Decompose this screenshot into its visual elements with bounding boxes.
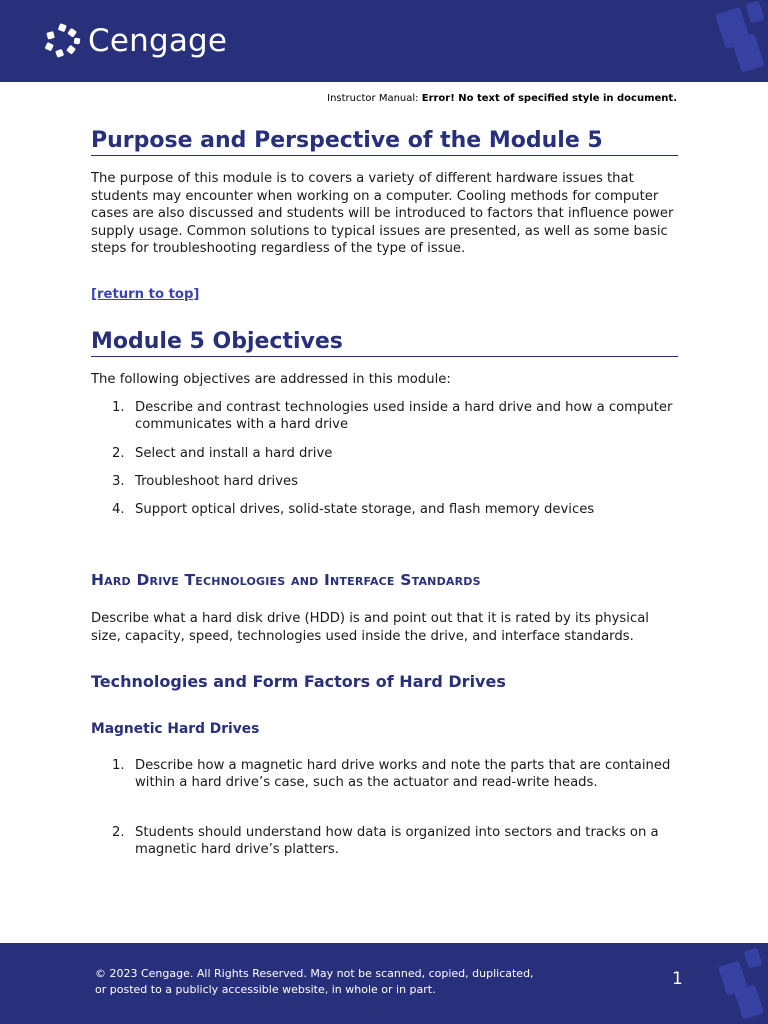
magnetic-item xyxy=(91,757,678,791)
objective-item xyxy=(91,445,678,462)
item-text: Support optical drives, solid-state storage, and flash memory devices xyxy=(135,502,595,517)
magnetic-item xyxy=(91,824,678,858)
copyright-notice: © 2023 Cengage. All Rights Reserved. May not be scanned, copied, duplicated, or posted to a publicly accessible website, in whole or in part. xyxy=(95,967,534,996)
header-decoration-icon xyxy=(698,0,768,82)
logo-text: Cengage xyxy=(88,23,228,59)
item-text: Describe how a magnetic hard drive works and note the parts that are contained within a hard drive’s case, such as the actuator and read-write heads. xyxy=(135,758,671,790)
purpose-paragraph: The purpose of this module is to covers a variety of different hardware issues that students may encounter when working on a computer. Cooling methods for computer cases are also discussed and students will be introduced to factors that influence power supply usage. Common solutions to typical issues are presented, as well as some basic steps for troubleshooting regardless of the type of issue. xyxy=(91,171,674,256)
item-number: 1. xyxy=(112,400,125,415)
objectives-intro: The following objectives are addressed in this module: xyxy=(91,372,451,387)
item-number: 2. xyxy=(112,446,125,461)
item-number: 4. xyxy=(112,502,125,517)
objective-item xyxy=(91,473,678,490)
subsection-title-magnetic: Magnetic Hard Drives xyxy=(91,721,260,737)
subsection-title-form-factors: Technologies and Form Factors of Hard Drives xyxy=(91,672,506,691)
item-text: Students should understand how data is organized into sectors and tracks on a magnetic hard drive’s platters. xyxy=(135,825,659,857)
item-text: Select and install a hard drive xyxy=(135,446,333,461)
item-text: Troubleshoot hard drives xyxy=(135,474,298,489)
section-title-hard-drive-tech: Hard Drive Technologies and Interface Standards xyxy=(91,571,481,589)
instructor-manual-line xyxy=(327,93,677,104)
hard-drive-tech-paragraph: Describe what a hard disk drive (HDD) is and point out that it is rated by its physical size, capacity, speed, technologies used inside the drive, and interface standards. xyxy=(91,611,649,644)
page-footer xyxy=(0,943,768,1024)
footer-decoration-icon xyxy=(708,943,768,1024)
section-title-objectives: Module 5 Objectives xyxy=(91,329,678,357)
item-number: 1. xyxy=(112,758,125,773)
section-title-purpose: Purpose and Perspective of the Module 5 xyxy=(91,128,678,156)
item-number: 3. xyxy=(112,474,125,489)
meta-label: Instructor Manual: xyxy=(327,93,419,104)
page-number: 1 xyxy=(672,969,683,989)
item-number: 2. xyxy=(112,825,125,840)
objective-item xyxy=(91,501,678,518)
page-header xyxy=(0,0,768,82)
cengage-logo-icon xyxy=(44,22,82,60)
cengage-logo xyxy=(44,22,227,60)
objective-item xyxy=(91,399,678,433)
return-to-top-link[interactable]: [return to top] xyxy=(91,287,200,302)
item-text: Describe and contrast technologies used inside a hard drive and how a computer communicates with a hard drive xyxy=(135,400,673,432)
meta-value: Error! No text of specified style in document. xyxy=(421,93,677,104)
